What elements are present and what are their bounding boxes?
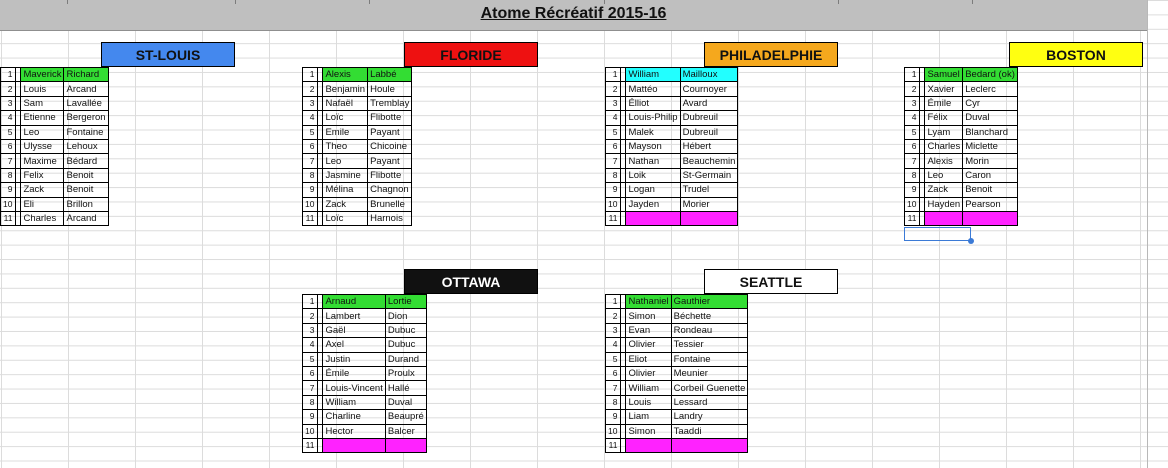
first-name-cell[interactable]: Louis <box>626 395 671 409</box>
roster-row <box>606 82 738 96</box>
first-name-cell[interactable]: Zack <box>21 183 64 197</box>
last-name-cell[interactable]: Dubuc <box>385 338 426 352</box>
first-name-cell[interactable]: Logan <box>626 183 680 197</box>
first-name-cell[interactable]: Sam <box>21 96 64 110</box>
row-number-cell[interactable]: 2 <box>905 82 920 96</box>
first-name-cell[interactable]: Loïc <box>323 211 368 225</box>
last-name-cell[interactable]: Bedard (ok) <box>963 68 1018 82</box>
first-name-cell[interactable]: Evan <box>626 323 671 337</box>
row-number-cell[interactable]: 3 <box>1 96 16 110</box>
last-name-cell[interactable]: Hallé <box>385 381 426 395</box>
row-number-cell[interactable]: 7 <box>606 381 621 395</box>
first-name-cell[interactable]: Hayden <box>925 197 963 211</box>
roster-row <box>1 82 109 96</box>
row-number-cell[interactable]: 5 <box>1 125 16 139</box>
last-name-cell[interactable] <box>680 211 738 225</box>
title-bar <box>0 0 1147 31</box>
first-name-cell[interactable]: Félix <box>925 111 963 125</box>
roster-row <box>606 424 748 438</box>
row-number-cell[interactable]: 3 <box>303 323 318 337</box>
last-name-cell[interactable]: Brillon <box>64 197 108 211</box>
roster-row <box>1 125 109 139</box>
first-name-cell[interactable]: Theo <box>323 139 368 153</box>
roster-row <box>303 125 412 139</box>
first-name-cell[interactable]: Alexis <box>323 68 368 82</box>
row-number-cell[interactable]: 1 <box>905 68 920 82</box>
roster-row <box>1 96 109 110</box>
last-name-cell[interactable]: Beauchemin <box>680 154 738 168</box>
first-name-cell[interactable] <box>626 438 671 452</box>
roster-row <box>905 183 1018 197</box>
last-name-cell[interactable]: Duval <box>385 395 426 409</box>
last-name-cell[interactable]: Arcand <box>64 82 108 96</box>
first-name-cell[interactable]: Malek <box>626 125 680 139</box>
roster-row <box>606 366 748 380</box>
last-name-cell[interactable]: Flibotte <box>368 168 412 182</box>
first-name-cell[interactable]: Etienne <box>21 111 64 125</box>
roster-row <box>303 183 412 197</box>
last-name-cell[interactable]: Lortie <box>385 295 426 309</box>
last-name-cell[interactable] <box>671 438 748 452</box>
first-name-cell[interactable]: Jayden <box>626 197 680 211</box>
last-name-cell[interactable]: Dubuc <box>385 323 426 337</box>
first-name-cell[interactable]: Ulysse <box>21 139 64 153</box>
first-name-cell[interactable]: Maverick <box>21 68 64 82</box>
last-name-cell[interactable]: Arcand <box>64 211 108 225</box>
first-name-cell[interactable]: Benjamin <box>323 82 368 96</box>
column-divider <box>972 0 973 4</box>
first-name-cell[interactable]: Justin <box>323 352 385 366</box>
row-number-cell[interactable]: 2 <box>606 82 621 96</box>
last-name-cell[interactable]: Lessard <box>671 395 748 409</box>
last-name-cell[interactable]: Bédard <box>64 154 108 168</box>
first-name-cell[interactable]: Simon <box>626 424 671 438</box>
roster-row <box>303 352 427 366</box>
last-name-cell[interactable]: Harnois <box>368 211 412 225</box>
first-name-cell[interactable]: Felix <box>21 168 64 182</box>
roster-row <box>303 381 427 395</box>
column-divider <box>235 0 236 4</box>
first-name-cell[interactable]: Nafaël <box>323 96 368 110</box>
roster-row <box>606 352 748 366</box>
roster-row <box>303 68 412 82</box>
first-name-cell[interactable]: Samuel <box>925 68 963 82</box>
first-name-cell[interactable]: Jasmine <box>323 168 368 182</box>
last-name-cell[interactable]: Flibotte <box>368 111 412 125</box>
row-number-cell[interactable]: 1 <box>1 68 16 82</box>
first-name-cell[interactable]: Arnaud <box>323 295 385 309</box>
roster-row <box>905 68 1018 82</box>
roster-row <box>606 395 748 409</box>
first-name-cell[interactable]: Eli <box>21 197 64 211</box>
row-number-cell[interactable]: 8 <box>905 168 920 182</box>
roster-row <box>606 168 738 182</box>
first-name-cell[interactable] <box>925 211 963 225</box>
roster-row <box>606 323 748 337</box>
row-number-cell[interactable]: 6 <box>1 139 16 153</box>
row-number-cell[interactable]: 10 <box>606 424 621 438</box>
row-number-cell[interactable]: 7 <box>606 154 621 168</box>
row-number-cell[interactable]: 11 <box>606 438 621 452</box>
roster-row <box>303 309 427 323</box>
roster-row <box>303 438 427 452</box>
first-name-cell[interactable]: Eliot <box>626 352 671 366</box>
roster-row <box>303 96 412 110</box>
row-number-cell[interactable]: 6 <box>303 366 318 380</box>
last-name-cell[interactable]: Morier <box>680 197 738 211</box>
row-number-cell[interactable]: 10 <box>1 197 16 211</box>
roster-row <box>303 424 427 438</box>
roster-row <box>1 111 109 125</box>
row-number-cell[interactable]: 4 <box>303 338 318 352</box>
team-name-header[interactable]: FLORIDE <box>404 42 538 67</box>
last-name-cell[interactable]: Dubreuil <box>680 125 738 139</box>
row-number-cell[interactable]: 8 <box>303 168 318 182</box>
row-number-cell[interactable]: 3 <box>905 96 920 110</box>
row-number-cell[interactable]: 4 <box>606 338 621 352</box>
first-name-cell[interactable]: Nathan <box>626 154 680 168</box>
first-name-cell[interactable]: Simon <box>626 309 671 323</box>
fill-handle[interactable] <box>968 238 974 244</box>
first-name-cell[interactable]: Élliot <box>626 96 680 110</box>
first-name-cell[interactable]: Charline <box>323 410 385 424</box>
roster-row <box>905 125 1018 139</box>
roster-row <box>905 154 1018 168</box>
roster-row <box>1 139 109 153</box>
first-name-cell[interactable]: Hector <box>323 424 385 438</box>
roster-row <box>905 111 1018 125</box>
roster-table <box>904 67 1018 226</box>
row-number-cell[interactable]: 9 <box>606 410 621 424</box>
row-number-cell[interactable]: 2 <box>303 82 318 96</box>
last-name-cell[interactable]: Labbé <box>368 68 412 82</box>
row-number-cell[interactable]: 8 <box>606 168 621 182</box>
row-number-cell[interactable]: 3 <box>606 96 621 110</box>
first-name-cell[interactable]: William <box>626 381 671 395</box>
last-name-cell[interactable] <box>963 211 1018 225</box>
first-name-cell[interactable]: Gaël <box>323 323 385 337</box>
last-name-cell[interactable]: Caron <box>963 168 1018 182</box>
last-name-cell[interactable]: Fontaine <box>671 352 748 366</box>
roster-row <box>905 139 1018 153</box>
first-name-cell[interactable] <box>626 211 680 225</box>
roster-row <box>303 168 412 182</box>
row-number-cell[interactable]: 1 <box>303 68 318 82</box>
last-name-cell[interactable]: Tessier <box>671 338 748 352</box>
first-name-cell[interactable]: Liam <box>626 410 671 424</box>
first-name-cell[interactable]: Lambert <box>323 309 385 323</box>
last-name-cell[interactable]: Brunelle <box>368 197 412 211</box>
row-number-cell[interactable]: 7 <box>303 381 318 395</box>
first-name-cell[interactable]: Alexis <box>925 154 963 168</box>
row-number-cell[interactable]: 11 <box>905 211 920 225</box>
column-divider <box>604 0 605 4</box>
last-name-cell[interactable]: Duval <box>963 111 1018 125</box>
first-name-cell[interactable]: Olivier <box>626 338 671 352</box>
roster-row <box>905 96 1018 110</box>
roster-row <box>1 211 109 225</box>
roster-row <box>606 96 738 110</box>
roster-table <box>302 294 427 453</box>
roster-row <box>303 154 412 168</box>
row-number-cell[interactable]: 1 <box>303 295 318 309</box>
last-name-cell[interactable]: Durand <box>385 352 426 366</box>
roster-row <box>303 366 427 380</box>
row-number-cell[interactable]: 8 <box>1 168 16 182</box>
roster-row <box>606 309 748 323</box>
row-number-cell[interactable]: 10 <box>303 197 318 211</box>
last-name-cell[interactable]: Cournoyer <box>680 82 738 96</box>
row-number-cell[interactable]: 11 <box>303 438 318 452</box>
last-name-cell[interactable]: St-Germain <box>680 168 738 182</box>
row-number-cell[interactable]: 4 <box>606 111 621 125</box>
last-name-cell[interactable]: Richard <box>64 68 108 82</box>
last-name-cell[interactable]: Chicoine <box>368 139 412 153</box>
first-name-cell[interactable] <box>323 438 385 452</box>
row-number-cell[interactable]: 11 <box>1 211 16 225</box>
last-name-cell[interactable]: Houle <box>368 82 412 96</box>
last-name-cell[interactable]: Lehoux <box>64 139 108 153</box>
row-number-cell[interactable]: 10 <box>303 424 318 438</box>
row-number-cell[interactable]: 9 <box>606 183 621 197</box>
row-number-cell[interactable]: 5 <box>606 125 621 139</box>
row-number-cell[interactable]: 7 <box>303 154 318 168</box>
first-name-cell[interactable]: Loïc <box>323 111 368 125</box>
first-name-cell[interactable]: Émile <box>925 96 963 110</box>
last-name-cell[interactable]: Benoit <box>963 183 1018 197</box>
first-name-cell[interactable]: Louis <box>21 82 64 96</box>
last-name-cell[interactable]: Taaddi <box>671 424 748 438</box>
first-name-cell[interactable]: Zack <box>323 197 368 211</box>
first-name-cell[interactable]: Loik <box>626 168 680 182</box>
roster-row <box>606 295 748 309</box>
team-name-header[interactable]: BOSTON <box>1009 42 1143 67</box>
last-name-cell[interactable]: Payant <box>368 154 412 168</box>
last-name-cell[interactable]: Beaupré <box>385 410 426 424</box>
first-name-cell[interactable]: William <box>323 395 385 409</box>
last-name-cell[interactable]: Mailloux <box>680 68 738 82</box>
first-name-cell[interactable]: Louis-Philip <box>626 111 680 125</box>
team-name-header[interactable]: PHILADELPHIE <box>704 42 838 67</box>
roster-row <box>303 139 412 153</box>
first-name-cell[interactable]: Mélina <box>323 183 368 197</box>
row-number-cell[interactable]: 9 <box>303 410 318 424</box>
first-name-cell[interactable]: Axel <box>323 338 385 352</box>
last-name-cell[interactable]: Avard <box>680 96 738 110</box>
last-name-cell[interactable]: Proulx <box>385 366 426 380</box>
last-name-cell[interactable]: Rondeau <box>671 323 748 337</box>
roster-row <box>606 68 738 82</box>
roster-row <box>1 68 109 82</box>
row-number-cell[interactable]: 3 <box>303 96 318 110</box>
first-name-cell[interactable]: Mattéo <box>626 82 680 96</box>
roster-row <box>1 168 109 182</box>
row-number-cell[interactable]: 10 <box>606 197 621 211</box>
first-name-cell[interactable]: William <box>626 68 680 82</box>
last-name-cell[interactable]: Leclerc <box>963 82 1018 96</box>
row-number-cell[interactable]: 3 <box>606 323 621 337</box>
roster-row <box>606 154 738 168</box>
last-name-cell[interactable]: Dion <box>385 309 426 323</box>
roster-table <box>0 67 109 226</box>
column-divider <box>67 0 68 4</box>
last-name-cell[interactable]: Bergeron <box>64 111 108 125</box>
last-name-cell[interactable]: Dubreuil <box>680 111 738 125</box>
roster-row <box>303 211 412 225</box>
last-name-cell[interactable]: Meunier <box>671 366 748 380</box>
roster-row <box>303 197 412 211</box>
roster-row <box>303 295 427 309</box>
row-number-cell[interactable]: 6 <box>606 366 621 380</box>
row-number-cell[interactable]: 7 <box>1 154 16 168</box>
roster-row <box>606 410 748 424</box>
last-name-cell[interactable]: Morin <box>963 154 1018 168</box>
column-divider <box>369 0 370 4</box>
row-number-cell[interactable]: 9 <box>1 183 16 197</box>
row-number-cell[interactable]: 4 <box>1 111 16 125</box>
roster-row <box>905 211 1018 225</box>
first-name-cell[interactable]: Charles <box>925 139 963 153</box>
first-name-cell[interactable]: Xavier <box>925 82 963 96</box>
row-number-cell[interactable]: 5 <box>303 125 318 139</box>
row-number-cell[interactable]: 7 <box>905 154 920 168</box>
last-name-cell[interactable]: Tremblay <box>368 96 412 110</box>
roster-row <box>1 197 109 211</box>
roster-table <box>605 67 738 226</box>
roster-row <box>606 211 738 225</box>
roster-table <box>605 294 748 453</box>
row-number-cell[interactable]: 2 <box>1 82 16 96</box>
first-name-cell[interactable]: Maxime <box>21 154 64 168</box>
first-name-cell[interactable]: Zack <box>925 183 963 197</box>
roster-row <box>905 168 1018 182</box>
first-name-cell[interactable]: Émile <box>323 366 385 380</box>
roster-row <box>303 82 412 96</box>
row-number-cell[interactable]: 4 <box>303 111 318 125</box>
row-number-cell[interactable]: 6 <box>905 139 920 153</box>
last-name-cell[interactable]: Béchette <box>671 309 748 323</box>
row-number-cell[interactable]: 1 <box>606 295 621 309</box>
team-name-header[interactable]: SEATTLE <box>704 269 838 294</box>
last-name-cell[interactable]: Benoit <box>64 183 108 197</box>
first-name-cell[interactable]: Mayson <box>626 139 680 153</box>
last-name-cell[interactable]: Benoit <box>64 168 108 182</box>
last-name-cell[interactable]: Miclette <box>963 139 1018 153</box>
last-name-cell[interactable]: Hébert <box>680 139 738 153</box>
roster-row <box>606 338 748 352</box>
row-number-cell[interactable]: 6 <box>303 139 318 153</box>
last-name-cell[interactable]: Trudel <box>680 183 738 197</box>
row-number-cell[interactable]: 1 <box>606 68 621 82</box>
row-number-cell[interactable]: 5 <box>303 352 318 366</box>
team-name-header[interactable]: ST-LOUIS <box>101 42 235 67</box>
row-number-cell[interactable]: 11 <box>606 211 621 225</box>
first-name-cell[interactable]: Charles <box>21 211 64 225</box>
roster-row <box>303 338 427 352</box>
last-name-cell[interactable]: Pearson <box>963 197 1018 211</box>
roster-row <box>303 410 427 424</box>
column-divider <box>838 0 839 4</box>
roster-row <box>303 395 427 409</box>
row-number-cell[interactable]: 2 <box>606 309 621 323</box>
first-name-cell[interactable]: Leo <box>925 168 963 182</box>
row-number-cell[interactable]: 8 <box>606 395 621 409</box>
first-name-cell[interactable]: Louis-Vincent <box>323 381 385 395</box>
roster-table <box>302 67 412 226</box>
last-name-cell[interactable]: Chagnon <box>368 183 412 197</box>
first-name-cell[interactable]: Leo <box>323 154 368 168</box>
last-name-cell[interactable]: Blanchard <box>963 125 1018 139</box>
row-number-cell[interactable]: 8 <box>303 395 318 409</box>
row-number-cell[interactable]: 2 <box>303 309 318 323</box>
last-name-cell[interactable]: Payant <box>368 125 412 139</box>
roster-row <box>606 111 738 125</box>
roster-row <box>303 111 412 125</box>
roster-row <box>1 154 109 168</box>
roster-row <box>606 438 748 452</box>
roster-row <box>905 197 1018 211</box>
column-divider <box>1147 0 1148 468</box>
last-name-cell[interactable]: Corbeil Guenette <box>671 381 748 395</box>
last-name-cell[interactable]: Balcer <box>385 424 426 438</box>
last-name-cell[interactable]: Fontaine <box>64 125 108 139</box>
row-number-cell[interactable]: 9 <box>303 183 318 197</box>
first-name-cell[interactable]: Leo <box>21 125 64 139</box>
last-name-cell[interactable]: Landry <box>671 410 748 424</box>
row-number-cell[interactable]: 4 <box>905 111 920 125</box>
last-name-cell[interactable]: Gauthier <box>671 295 748 309</box>
roster-row <box>606 125 738 139</box>
row-number-cell[interactable]: 10 <box>905 197 920 211</box>
roster-row <box>303 323 427 337</box>
row-number-cell[interactable]: 5 <box>905 125 920 139</box>
first-name-cell[interactable]: Olivier <box>626 366 671 380</box>
first-name-cell[interactable]: Emile <box>323 125 368 139</box>
last-name-cell[interactable]: Lavallée <box>64 96 108 110</box>
roster-row <box>905 82 1018 96</box>
roster-row <box>606 139 738 153</box>
first-name-cell[interactable]: Lyam <box>925 125 963 139</box>
row-number-cell[interactable]: 6 <box>606 139 621 153</box>
row-number-cell[interactable]: 5 <box>606 352 621 366</box>
last-name-cell[interactable]: Cyr <box>963 96 1018 110</box>
row-number-cell[interactable]: 9 <box>905 183 920 197</box>
last-name-cell[interactable] <box>385 438 426 452</box>
roster-row <box>1 183 109 197</box>
sheet-title: Atome Récréatif 2015-16 <box>480 5 667 22</box>
first-name-cell[interactable]: Nathaniel <box>626 295 671 309</box>
row-number-cell[interactable]: 11 <box>303 211 318 225</box>
roster-row <box>606 197 738 211</box>
selected-cell[interactable] <box>904 227 971 241</box>
roster-row <box>606 381 748 395</box>
team-name-header[interactable]: OTTAWA <box>404 269 538 294</box>
roster-row <box>606 183 738 197</box>
